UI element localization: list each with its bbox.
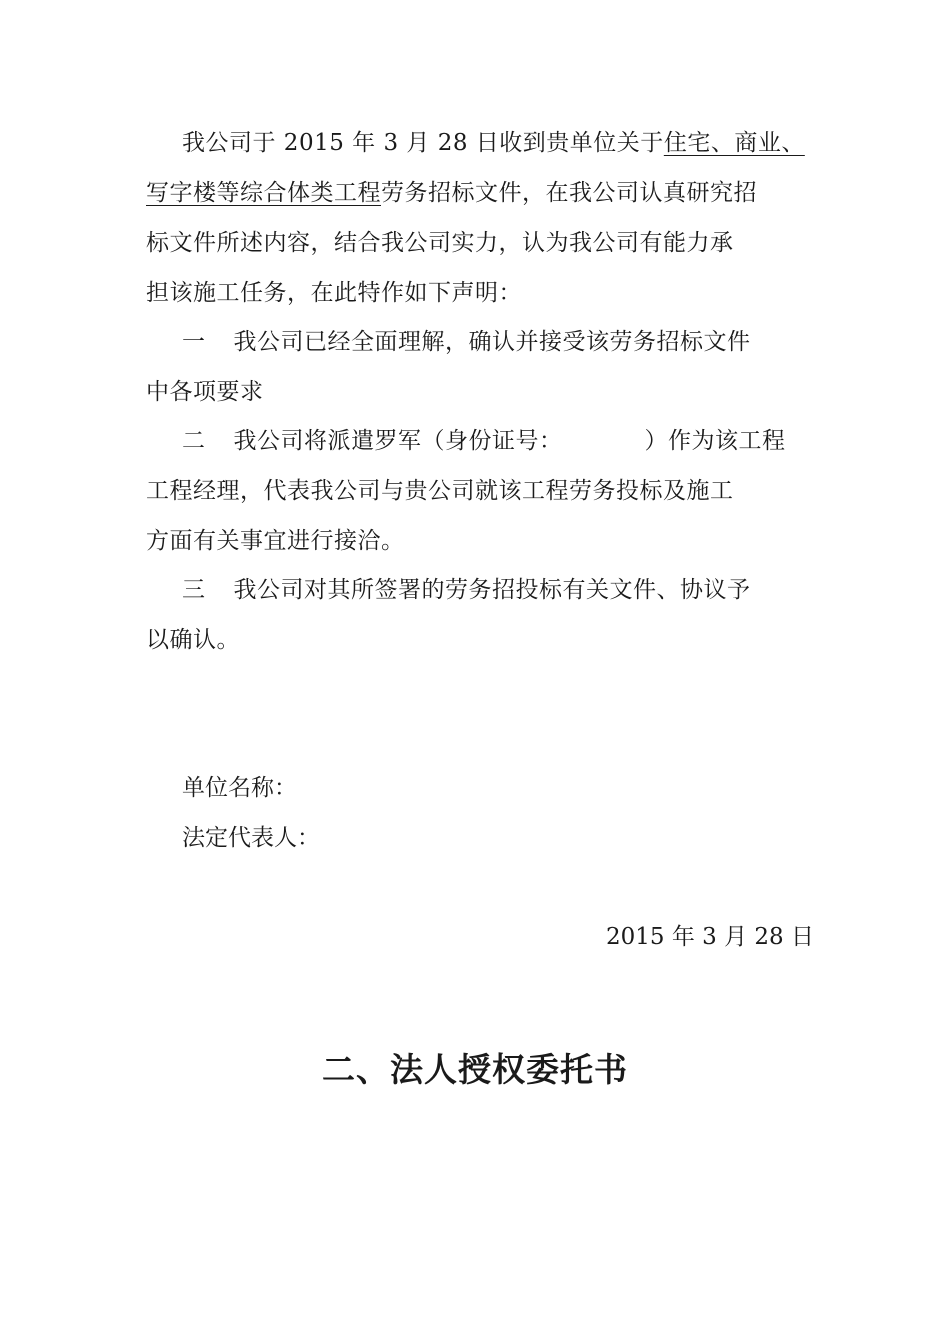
company-name-label: 单位名称： bbox=[182, 775, 297, 801]
intro-text-cont: 劳务招标文件，在我公司认真研究招 bbox=[381, 180, 757, 206]
declaration-item-2 bbox=[182, 426, 786, 456]
declaration-item-2-cont: 方面有关事宜进行接洽。 bbox=[146, 528, 405, 554]
item-text: 我公司对其所签署的劳务招投标有关文件、协议予 bbox=[233, 577, 751, 603]
section-title: 二、法人授权委托书 bbox=[322, 1050, 628, 1089]
declaration-item-3 bbox=[182, 575, 751, 605]
declaration-item-3-cont: 以确认。 bbox=[146, 627, 240, 653]
signature-date: 2015 年 3 月 28 日 bbox=[606, 924, 814, 950]
project-type-underlined-cont: 写字楼等综合体类工程 bbox=[146, 180, 381, 206]
item-number: 一 bbox=[182, 329, 206, 355]
paragraph-line bbox=[146, 178, 757, 208]
declaration-item-1-cont: 中各项要求 bbox=[146, 379, 264, 405]
paragraph-line: 标文件所述内容，结合我公司实力，认为我公司有能力承 bbox=[146, 230, 734, 256]
intro-text: 我公司于 2015 年 3 月 28 日收到贵单位关于 bbox=[182, 130, 664, 156]
legal-representative-label: 法定代表人： bbox=[182, 825, 320, 851]
project-type-underlined: 住宅、商业、 bbox=[663, 130, 805, 156]
declaration-item-1 bbox=[182, 327, 751, 357]
item-text: ）作为该工程 bbox=[644, 428, 786, 454]
item-text: 我公司已经全面理解，确认并接受该劳务招标文件 bbox=[233, 329, 751, 355]
paragraph-line bbox=[182, 128, 805, 158]
item-number: 三 bbox=[182, 577, 206, 603]
item-text: 我公司将派遣罗军（身份证号： bbox=[233, 428, 563, 454]
paragraph-line: 担该施工任务，在此特作如下声明： bbox=[146, 280, 522, 306]
declaration-item-2-cont: 工程经理，代表我公司与贵公司就该工程劳务投标及施工 bbox=[146, 478, 734, 504]
item-number: 二 bbox=[182, 428, 206, 454]
